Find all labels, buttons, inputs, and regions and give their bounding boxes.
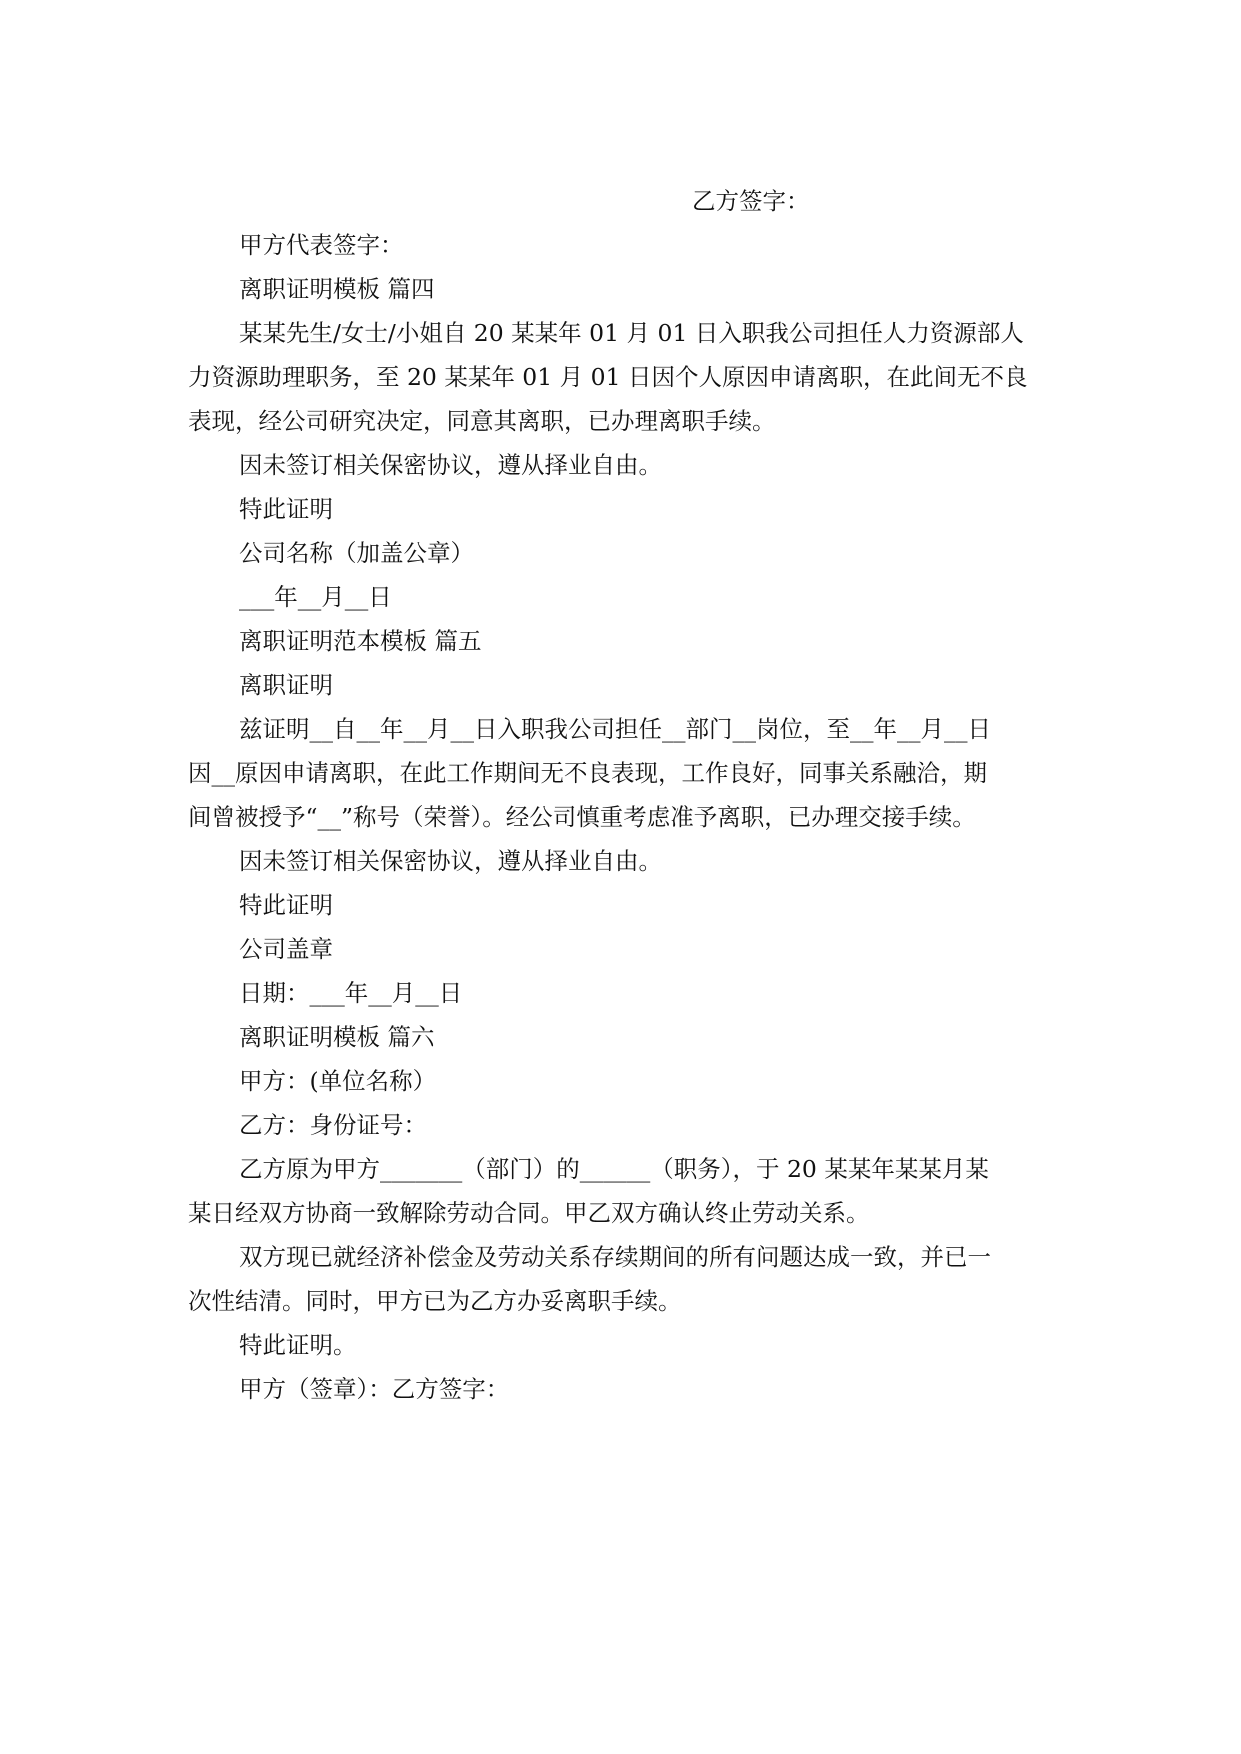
party-b-signature-line: 乙方签字：: [692, 187, 810, 215]
paragraph-4-line-1: 某某先生/女士/小姐自 20 某某年 01 月 01 日入职我公司担任人力资源部人: [239, 319, 1024, 347]
paragraph-5-title: 离职证明: [239, 671, 333, 699]
paragraph-5-company-seal: 公司盖章: [239, 935, 333, 963]
paragraph-6-party-a: 甲方：(单位名称）: [239, 1067, 437, 1095]
paragraph-6-line-3: 双方现已就经济补偿金及劳动关系存续期间的所有问题达成一致，并已一: [239, 1243, 991, 1271]
paragraph-4-line-3: 表现，经公司研究决定，同意其离职，已办理离职手续。: [188, 407, 776, 435]
paragraph-4-confidentiality: 因未签订相关保密协议，遵从择业自由。: [239, 451, 662, 479]
section-heading-4: 离职证明模板 篇四: [239, 275, 435, 303]
paragraph-5-certify: 特此证明: [239, 891, 333, 919]
paragraph-6-signatures: 甲方（签章）：乙方签字：: [239, 1375, 510, 1403]
section-heading-5: 离职证明范本模板 篇五: [239, 627, 482, 655]
paragraph-6-line-1: 乙方原为甲方_______（部门）的______（职务），于 20 某某年某某月某: [239, 1155, 989, 1183]
paragraph-4-company-name: 公司名称（加盖公章）: [239, 539, 474, 567]
paragraph-4-line-2: 力资源助理职务，至 20 某某年 01 月 01 日因个人原因申请离职，在此间无不良: [188, 363, 1028, 391]
paragraph-5-date: 日期：___年__月__日: [239, 979, 463, 1007]
paragraph-6-party-b: 乙方：身份证号：: [239, 1111, 427, 1139]
section-heading-6: 离职证明模板 篇六: [239, 1023, 435, 1051]
paragraph-5-line-1: 兹证明__自__年__月__日入职我公司担任__部门__岗位，至__年__月__日: [239, 715, 991, 743]
paragraph-4-date: ___年__月__日: [239, 583, 392, 611]
paragraph-6-line-4: 次性结清。同时，甲方已为乙方办妥离职手续。: [188, 1287, 682, 1315]
paragraph-5-line-3: 间曾被授予“__”称号（荣誉）。经公司慎重考虑准予离职，已办理交接手续。: [188, 803, 976, 831]
paragraph-5-line-2: 因__原因申请离职，在此工作期间无不良表现，工作良好，同事关系融洽，期: [188, 759, 987, 787]
paragraph-4-certify: 特此证明: [239, 495, 333, 523]
paragraph-6-certify: 特此证明。: [239, 1331, 357, 1359]
paragraph-6-line-2: 某日经双方协商一致解除劳动合同。甲乙双方确认终止劳动关系。: [188, 1199, 870, 1227]
paragraph-5-confidentiality: 因未签订相关保密协议，遵从择业自由。: [239, 847, 662, 875]
party-a-representative-signature-line: 甲方代表签字：: [239, 231, 404, 259]
